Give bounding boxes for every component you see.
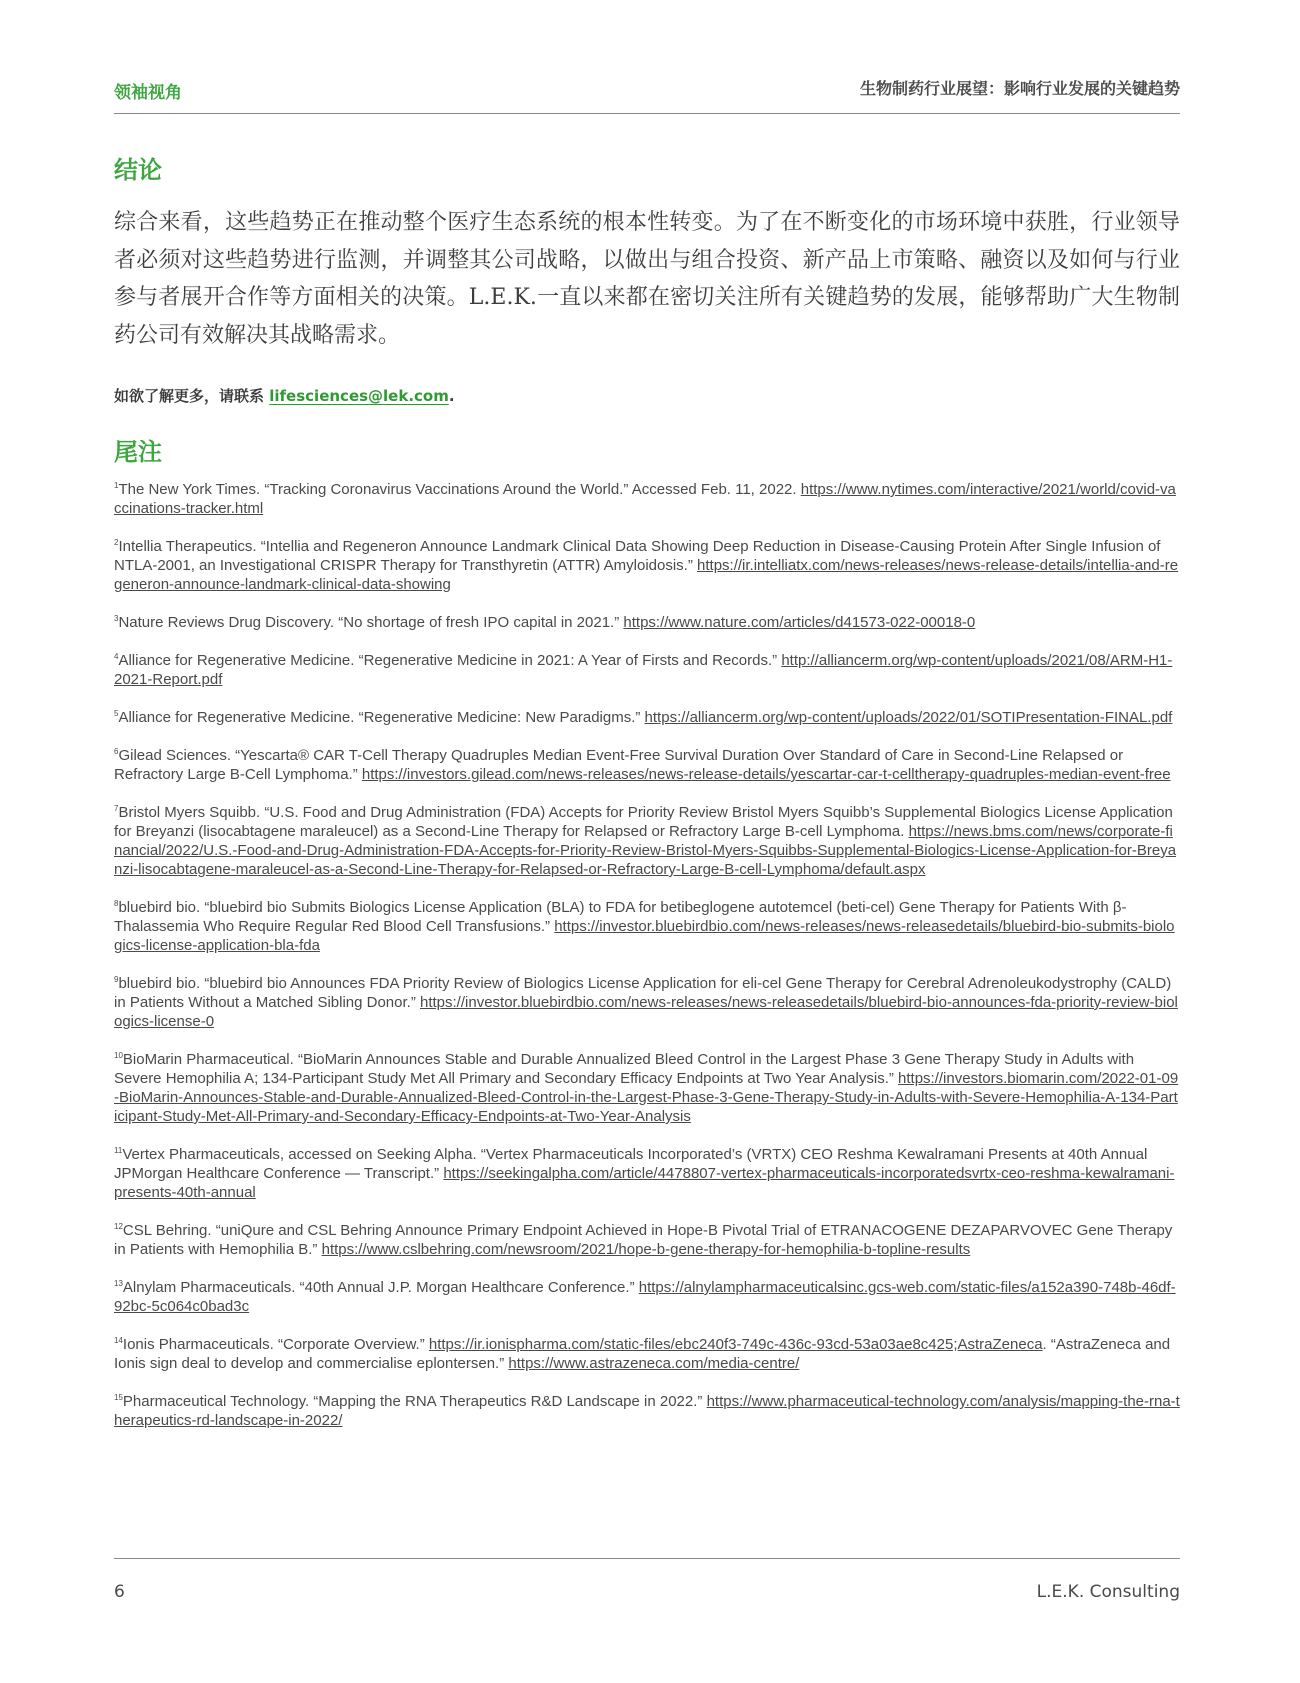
header-divider — [114, 113, 1180, 114]
endnote-item — [114, 1335, 1180, 1373]
endnote-citation: Alliance for Regenerative Medicine. “Regenerative Medicine: New Paradigms.” — [118, 709, 641, 726]
endnote-link[interactable]: https://investor.bluebirdbio.com/news-releases/news-releasedetails/bluebird-bio-submits-biologics-license-application-bla-fda — [114, 918, 1175, 954]
endnote-number: 5 — [114, 709, 119, 718]
endnote-item — [114, 803, 1180, 879]
endnote-item — [114, 613, 1180, 632]
endnote-link-secondary[interactable]: https://www.astrazeneca.com/media-centre/ — [508, 1355, 800, 1372]
contact-line — [114, 385, 455, 406]
endnote-citation: Vertex Pharmaceuticals, accessed on Seeking Alpha. “Vertex Pharmaceuticals Incorporated’s (VRTX) CEO Reshma Kewalramani Presents at 40th Annual JPMorgan Healthcare Conference — Transcript.” — [114, 1146, 1148, 1182]
page-number: 6 — [114, 1582, 125, 1602]
endnote-number: 13 — [114, 1279, 123, 1288]
conclusion-heading: 结论 — [114, 156, 162, 184]
endnote-number: 3 — [114, 614, 119, 623]
footer-divider — [114, 1558, 1180, 1559]
endnote-link[interactable]: https://investors.biomarin.com/2022-01-09-BioMarin-Announces-Stable-and-Durable-Annualized-Bleed-Control-in-the-Largest-Phase-3-Gene-Therapy-Study-in-Adults-with-Severe-Hemophilia-A-134-Participant-Study-Met-All-Primary-and-Secondary-Efficacy-Endpoints-at-Two-Year-Analysis — [114, 1070, 1179, 1125]
endnote-number: 8 — [114, 899, 119, 908]
page-header — [114, 76, 1180, 116]
endnote-number: 9 — [114, 975, 119, 984]
endnote-item — [114, 746, 1180, 784]
endnote-number: 4 — [114, 652, 119, 661]
endnote-citation: Nature Reviews Drug Discovery. “No shortage of fresh IPO capital in 2021.” — [118, 614, 620, 631]
endnote-link[interactable]: https://investors.gilead.com/news-releases/news-release-details/yescartar-car-t-celltherapy-quadruples-median-event-free — [361, 766, 1171, 783]
endnote-number: 6 — [114, 747, 119, 756]
endnote-link[interactable]: https://news.bms.com/news/corporate-financial/2022/U.S.-Food-and-Drug-Administration-FDA-Accepts-for-Priority-Review-Bristol-Myers-Squibbs-Supplemental-Biologics-License-Application-for-Breyanzi-lisocabtagene-maraleucel-as-a-Second-Line-Therapy-for-Relapsed-or-Refractory-Large-B-cell-Lymphoma/default.aspx — [114, 823, 1177, 878]
endnote-link[interactable]: https://alliancerm.org/wp-content/uploads/2022/01/SOTIPresentation-FINAL.pdf — [644, 709, 1173, 726]
endnote-item — [114, 480, 1180, 518]
endnote-citation: Ionis Pharmaceuticals. “Corporate Overview.” — [122, 1336, 425, 1353]
endnote-citation: Intellia Therapeutics. “Intellia and Regeneron Announce Landmark Clinical Data Showing Deep Reduction in Disease-Causing Protein After Single Infusion of NTLA-2001, an Investigational CRISPR Therapy for Transthyretin (ATTR) Amyloidosis.” — [114, 538, 1161, 574]
endnote-number: 2 — [114, 538, 119, 547]
endnote-number: 7 — [114, 804, 119, 813]
endnote-item — [114, 1392, 1180, 1430]
endnote-number: 10 — [114, 1051, 123, 1060]
endnote-citation: Alnylam Pharmaceuticals. “40th Annual J.P. Morgan Healthcare Conference.” — [122, 1279, 635, 1296]
endnote-link[interactable]: https://ir.ionispharma.com/static-files/ebc240f3-749c-436c-93cd-53a03ae8c425;AstraZeneca — [428, 1336, 1043, 1353]
endnote-link[interactable]: https://www.nytimes.com/interactive/2021/world/covid-vaccinations-tracker.html — [114, 481, 1176, 517]
endnote-citation: Pharmaceutical Technology. “Mapping the RNA Therapeutics R&D Landscape in 2022.” — [122, 1393, 703, 1410]
endnote-item — [114, 1278, 1180, 1316]
endnote-item — [114, 974, 1180, 1031]
endnote-citation: Alliance for Regenerative Medicine. “Regenerative Medicine in 2021: A Year of Firsts and Records.” — [118, 652, 778, 669]
endnote-citation: Bristol Myers Squibb. “U.S. Food and Drug Administration (FDA) Accepts for Priority Review Bristol Myers Squibb’s Supplemental Biologics License Application for Breyanzi (lisocabtagene maraleucel) as a Second-Line Therapy for Relapsed or Refractory Large B-cell Lymphoma. — [114, 804, 1173, 840]
endnote-item — [114, 1221, 1180, 1259]
endnote-item — [114, 1050, 1180, 1126]
endnote-citation-secondary: . “AstraZeneca and Ionis sign deal to develop and commercialise eplontersen.” — [114, 1336, 1171, 1372]
footer-brand: L.E.K. Consulting — [1036, 1582, 1180, 1602]
section-label: 领袖视角 — [114, 83, 182, 103]
endnote-citation: CSL Behring. “uniQure and CSL Behring Announce Primary Endpoint Achieved in Hope-B Pivotal Trial of ETRANACOGENE DEZAPARVOVEC Gene Therapy in Patients with Hemophilia B.” — [114, 1222, 1173, 1258]
endnote-item — [114, 537, 1180, 594]
endnotes-list — [114, 480, 1180, 1449]
endnote-link[interactable]: https://www.pharmaceutical-technology.com/analysis/mapping-the-rna-therapeutics-rd-landscape-in-2022/ — [114, 1393, 1180, 1429]
contact-prefix: 如欲了解更多，请联系 — [114, 387, 265, 405]
contact-suffix: . — [448, 387, 455, 405]
endnote-link[interactable]: https://ir.intelliatx.com/news-releases/news-release-details/intellia-and-regeneron-announce-landmark-clinical-data-showing — [114, 557, 1179, 593]
endnote-item — [114, 651, 1180, 689]
endnote-item — [114, 1145, 1180, 1202]
endnote-number: 1 — [114, 481, 119, 490]
endnote-citation: bluebird bio. “bluebird bio Announces FDA Priority Review of Biologics License Application for eli-cel Gene Therapy for Cerebral Adrenoleukodystrophy (CALD) in Patients Without a Matched Sibling Donor.” — [114, 975, 1172, 1011]
document-title: 生物制药行业展望：影响行业发展的关键趋势 — [859, 79, 1180, 98]
endnote-link[interactable]: https://alnylampharmaceuticalsinc.gcs-web.com/static-files/a152a390-748b-46df-92bc-5c064c0bad3c — [114, 1279, 1176, 1315]
endnote-citation: BioMarin Pharmaceutical. “BioMarin Announces Stable and Durable Annualized Bleed Control in the Largest Phase 3 Gene Therapy Study in Adults with Severe Hemophilia A; 134-Participant Study Met All Primary and Secondary Efficacy Endpoints at Two Year Analysis.” — [114, 1051, 1135, 1087]
endnote-citation: bluebird bio. “bluebird bio Submits Biologics License Application (BLA) to FDA for betibeglogene autotemcel (beti-cel) Gene Therapy for Patients With β-Thalassemia Who Require Regular Red Blood Cell Transfusions.” — [114, 899, 1127, 935]
endnote-link[interactable]: https://investor.bluebirdbio.com/news-releases/news-releasedetails/bluebird-bio-announces-fda-priority-review-biologics-license-0 — [114, 994, 1178, 1030]
endnote-link[interactable]: https://www.cslbehring.com/newsroom/2021/hope-b-gene-therapy-for-hemophilia-b-topline-results — [321, 1241, 971, 1258]
endnote-item — [114, 708, 1180, 727]
endnote-citation: The New York Times. “Tracking Coronavirus Vaccinations Around the World.” Accessed Feb. 11, 2022. — [118, 481, 797, 498]
endnote-number: 14 — [114, 1336, 123, 1345]
endnote-number: 12 — [114, 1222, 123, 1231]
endnotes-heading: 尾注 — [114, 438, 162, 466]
endnote-link[interactable]: https://www.nature.com/articles/d41573-022-00018-0 — [623, 614, 976, 631]
endnote-link[interactable]: http://alliancerm.org/wp-content/uploads/2021/08/ARM-H1-2021-Report.pdf — [114, 652, 1173, 688]
conclusion-body: 综合来看，这些趋势正在推动整个医疗生态系统的根本性转变。为了在不断变化的市场环境中获胜，行业领导者必须对这些趋势进行监测，并调整其公司战略，以做出与组合投资、新产品上市策略、融资以及如何与行业参与者展开合作等方面相关的决策。L.E.K.一直以来都在密切关注所有关键趋势的发展，能够帮助广大生物制药公司有效解决其战略需求。 — [114, 210, 1180, 348]
endnote-item — [114, 898, 1180, 955]
endnote-number: 15 — [114, 1393, 123, 1402]
endnote-number: 11 — [114, 1146, 123, 1155]
endnote-link[interactable]: https://seekingalpha.com/article/4478807-vertex-pharmaceuticals-incorporatedsvrtx-ceo-reshma-kewalramani-presents-40th-annual — [114, 1165, 1175, 1201]
contact-email-link[interactable]: lifesciences@lek.com — [269, 387, 449, 405]
endnote-citation: Gilead Sciences. “Yescarta® CAR T-Cell Therapy Quadruples Median Event-Free Survival Duration Over Standard of Care in Second-Line Relapsed or Refractory Large B-Cell Lymphoma.” — [114, 747, 1124, 783]
